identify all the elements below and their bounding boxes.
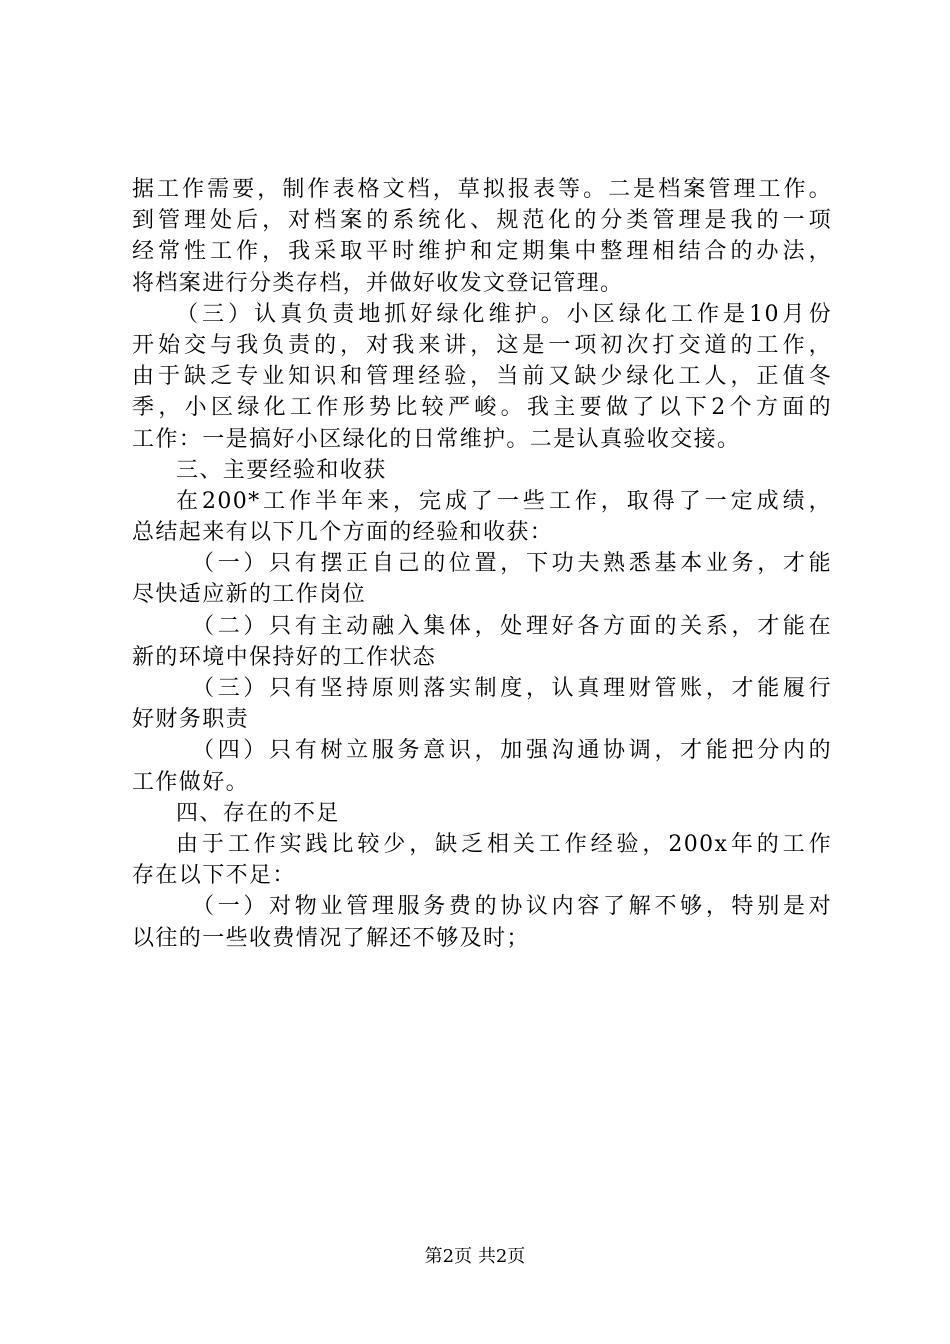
text-line: 工作：一是搞好小区绿化的日常维护。二是认真验收交接。: [132, 426, 741, 452]
text-line: 尽快适应新的工作岗位: [132, 582, 367, 608]
text-line: 经常性工作，我采取平时维护和定期集中整理相结合的办法，: [132, 239, 832, 265]
text-line: 将档案进行分类存档，并做好收发文登记管理。: [132, 270, 624, 296]
text-line: 存在以下不足：: [132, 863, 296, 889]
text-line: 季，小区绿化工作形势比较严峻。我主要做了以下2个方面的: [132, 395, 832, 421]
text-line: （一）对物业管理服务费的协议内容了解不够，特别是对: [192, 894, 832, 920]
text-line: 总结起来有以下几个方面的经验和收获：: [132, 520, 554, 546]
text-line: 开始交与我负责的，对我来讲，这是一项初次打交道的工作，: [132, 332, 832, 358]
text-line: 据工作需要，制作表格文档，草拟报表等。二是档案管理工作。: [132, 177, 832, 202]
text-line: 由于缺乏专业知识和管理经验，当前又缺少绿化工人，正值冬: [132, 364, 832, 390]
text-line: 新的环境中保持好的工作状态: [132, 644, 437, 670]
page-footer: 第2页 共2页: [424, 1246, 526, 1267]
text-line: 由于工作实践比较少，缺乏相关工作经验，200x年的工作: [176, 831, 832, 857]
text-line: （三）认真负责地抓好绿化维护。小区绿化工作是10月份: [176, 301, 832, 327]
section-heading: 四、存在的不足: [176, 800, 340, 826]
text-line: 以往的一些收费情况了解还不够及时；: [132, 925, 530, 951]
text-line: （四）只有树立服务意识，加强沟通协调，才能把分内的: [192, 738, 832, 764]
text-line: （一）只有摆正自己的位置，下功夫熟悉基本业务，才能: [192, 551, 832, 577]
text-line: （三）只有坚持原则落实制度，认真理财管账，才能履行: [192, 676, 832, 701]
body-text: [132, 174, 832, 954]
text-line: 好财务职责: [132, 707, 250, 733]
text-line: 工作做好。: [132, 769, 250, 795]
section-heading: 三、主要经验和收获: [176, 457, 387, 483]
text-line: （二）只有主动融入集体，处理好各方面的关系，才能在: [192, 613, 832, 639]
text-line: 在200*工作半年来，完成了一些工作，取得了一定成绩，: [176, 488, 832, 514]
text-line: 到管理处后，对档案的系统化、规范化的分类管理是我的一项: [132, 208, 832, 234]
